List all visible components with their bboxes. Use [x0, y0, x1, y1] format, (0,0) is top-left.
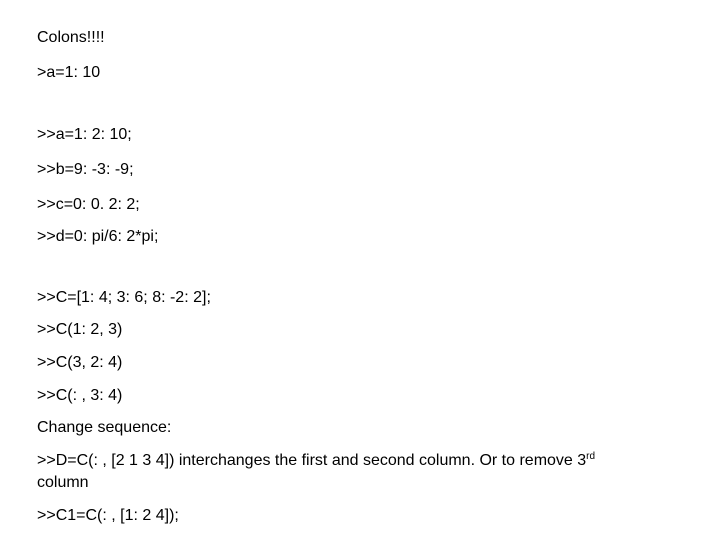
slide-title: Colons!!!!: [37, 29, 105, 46]
code-line-a-step: >>a=1: 2: 10;: [37, 126, 132, 143]
swap-columns-line: [37, 450, 677, 494]
change-sequence-label: Change sequence:: [37, 419, 172, 436]
swap-columns-text: >>D=C(: , [2 1 3 4]) interchanges the first and second column. Or to remove 3: [37, 452, 587, 469]
swap-columns-continuation: column: [37, 474, 89, 491]
code-line-index-3: >>C(: , 3: 4): [37, 387, 123, 404]
code-line-d: >>d=0: pi/6: 2*pi;: [37, 228, 159, 245]
code-line-a-range: >a=1: 10: [37, 64, 101, 81]
code-line-b: >>b=9: -3: -9;: [37, 161, 134, 178]
code-line-index-1: >>C(1: 2, 3): [37, 321, 123, 338]
code-line-remove-column: >>C1=C(: , [1: 2 4]);: [37, 507, 179, 524]
code-line-index-2: >>C(3, 2: 4): [37, 354, 123, 371]
code-line-matrix-c: >>C=[1: 4; 3: 6; 8: -2: 2];: [37, 289, 211, 306]
code-line-c: >>c=0: 0. 2: 2;: [37, 196, 140, 213]
ordinal-superscript: rd: [586, 451, 596, 462]
